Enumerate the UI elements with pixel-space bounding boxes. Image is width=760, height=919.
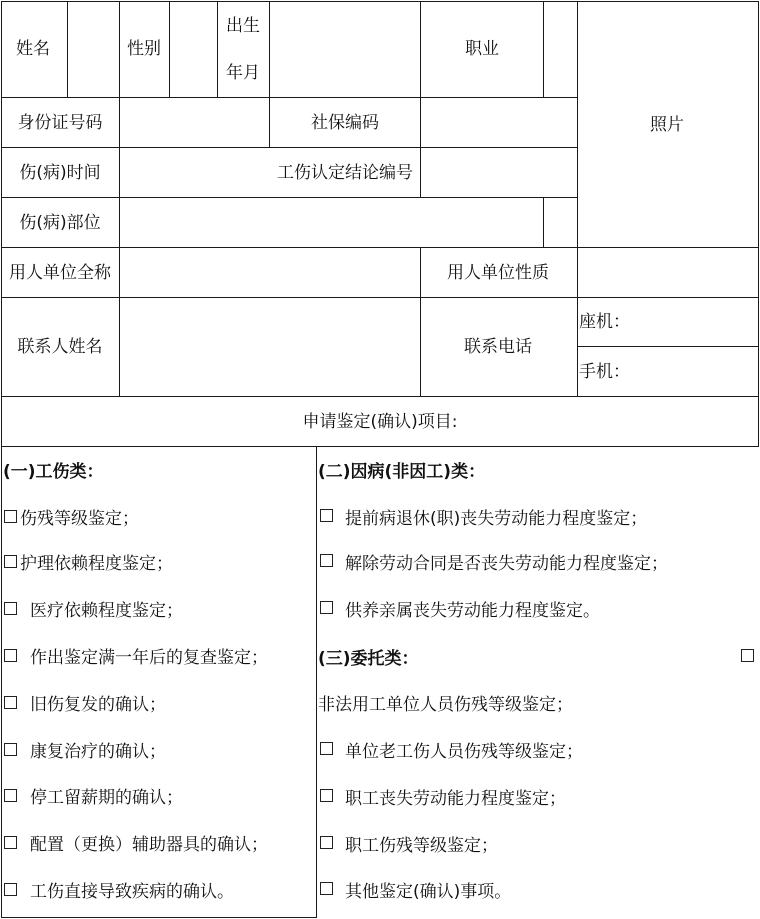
grid-line	[1, 147, 577, 148]
option-label: 非法用工单位人员伤残等级鉴定；	[318, 695, 573, 715]
option-label: 解除劳动合同是否丧失劳动能力程度鉴定；	[345, 554, 668, 574]
grid-line	[1, 1, 759, 2]
gender-label: 性别	[127, 39, 161, 59]
entrusted-heading: (三)委托类：	[318, 649, 419, 669]
grid-line	[420, 247, 421, 397]
grid-line	[758, 1, 759, 447]
option-label: 其他鉴定(确认)事项。	[345, 882, 512, 902]
mobile-label: 手机：	[579, 362, 630, 382]
option-label: 康复治疗的确认；	[30, 742, 166, 762]
employer-type-label: 用人单位性质	[447, 263, 549, 283]
checkbox-icon[interactable]	[4, 510, 17, 523]
option-label: 供养亲属丧失劳动能力程度鉴定。	[345, 601, 600, 621]
checkbox-icon[interactable]	[4, 649, 17, 662]
option-label: 职工丧失劳动能力程度鉴定；	[345, 789, 566, 809]
grid-line	[1, 1, 2, 447]
checkbox-icon[interactable]	[4, 696, 17, 709]
grid-line	[269, 1, 270, 148]
grid-line	[1, 917, 317, 918]
grid-line	[1, 197, 577, 198]
option-label: 工伤直接导致疾病的确认。	[30, 882, 234, 902]
grid-line	[1, 446, 2, 918]
checkbox-icon[interactable]	[4, 602, 17, 615]
option-label: 医疗依赖程度鉴定；	[30, 601, 183, 621]
grid-line	[543, 197, 544, 247]
checkbox-icon[interactable]	[320, 554, 333, 567]
cert-number-label: 工伤认定结论编号	[277, 163, 413, 183]
illness-heading: (二)因病(非因工)类：	[318, 462, 486, 482]
option-label: 配置（更换）辅助器具的确认；	[30, 835, 268, 855]
grid-line	[577, 346, 759, 347]
checkbox-icon[interactable]	[320, 509, 333, 522]
work-injury-heading: (一)工伤类：	[3, 462, 104, 482]
checkbox-icon[interactable]	[4, 555, 17, 568]
option-label: 作出鉴定满一年后的复查鉴定；	[30, 648, 268, 668]
checkbox-icon[interactable]	[4, 836, 17, 849]
grid-line	[420, 1, 421, 198]
id-number-label: 身份证号码	[17, 113, 103, 133]
injury-part-label: 伤(病)部位	[19, 213, 101, 233]
apply-items-label: 申请鉴定(确认)项目:	[302, 412, 458, 432]
option-label: 护理依赖程度鉴定；	[20, 554, 173, 574]
checkbox-icon[interactable]	[4, 789, 17, 802]
grid-line	[1, 97, 577, 98]
grid-line	[1, 297, 759, 298]
option-label: 旧伤复发的确认；	[30, 695, 166, 715]
checkbox-icon[interactable]	[320, 836, 333, 849]
grid-line	[217, 1, 218, 98]
birth-label-top: 出生	[226, 16, 260, 36]
checkbox-icon[interactable]	[320, 789, 333, 802]
option-label: 停工留薪期的确认；	[30, 788, 183, 808]
occupation-label: 职业	[465, 39, 499, 59]
social-code-label: 社保编码	[311, 113, 379, 133]
option-label: 提前病退休(职)丧失劳动能力程度鉴定；	[345, 509, 648, 529]
option-label: 职工伤残等级鉴定；	[345, 836, 498, 856]
option-label: 伤残等级鉴定；	[20, 509, 139, 529]
grid-line	[119, 1, 120, 397]
employer-name-label: 用人单位全称	[9, 263, 111, 283]
contact-name-label: 联系人姓名	[17, 337, 103, 357]
grid-line	[1, 247, 759, 248]
grid-line	[1, 446, 759, 447]
grid-line	[316, 446, 317, 918]
checkbox-icon[interactable]	[320, 882, 333, 895]
landline-label: 座机：	[579, 312, 630, 332]
grid-line	[169, 1, 170, 98]
checkbox-icon[interactable]	[320, 742, 333, 755]
checkbox-icon[interactable]	[4, 883, 17, 896]
injury-time-label: 伤(病)时间	[19, 163, 101, 183]
grid-line	[67, 1, 68, 98]
photo-label: 照片	[650, 115, 684, 135]
checkbox-icon[interactable]	[4, 743, 17, 756]
name-label: 姓名	[16, 39, 50, 59]
contact-phone-label: 联系电话	[464, 337, 532, 357]
grid-line	[543, 1, 544, 98]
birth-label-bottom: 年月	[226, 63, 260, 83]
grid-line	[577, 1, 578, 397]
checkbox-icon[interactable]	[320, 601, 333, 614]
option-label: 单位老工伤人员伤残等级鉴定；	[345, 742, 583, 762]
checkbox-icon[interactable]	[741, 649, 754, 662]
grid-line	[1, 396, 759, 397]
